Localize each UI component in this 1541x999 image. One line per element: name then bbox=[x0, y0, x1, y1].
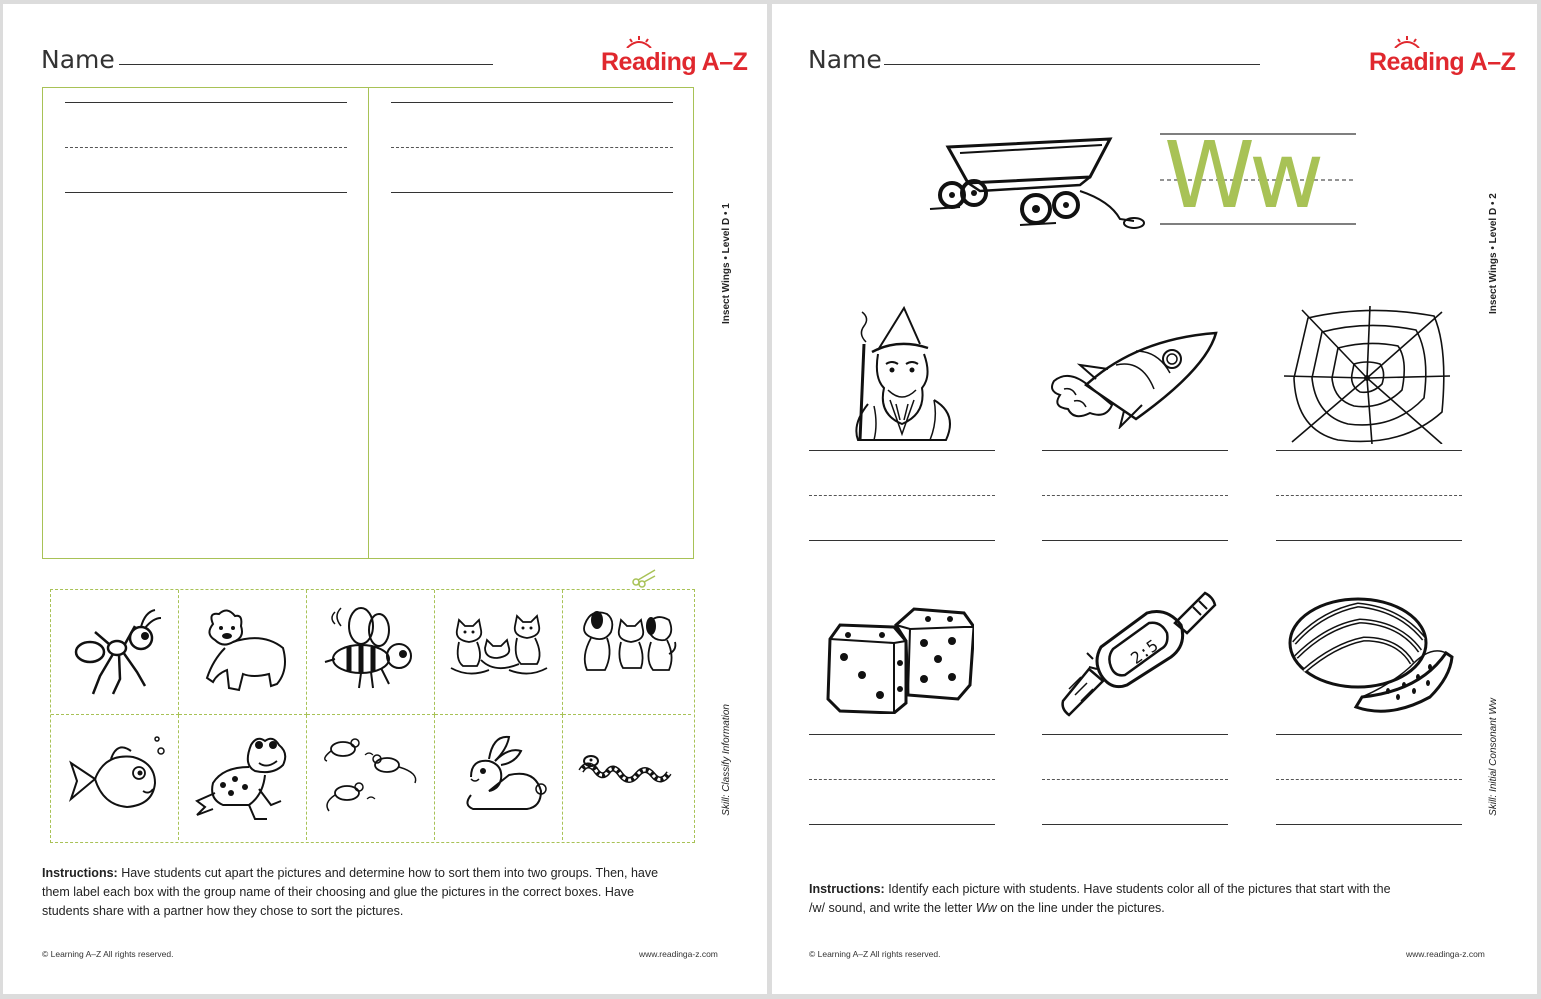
writing-line[interactable] bbox=[1276, 734, 1462, 735]
dice-picture[interactable] bbox=[824, 599, 974, 719]
cats-icon bbox=[449, 604, 549, 699]
instructions-text: Identify each picture with students. Have students color all of the pictures that start with the bbox=[888, 882, 1391, 896]
writing-line bbox=[1276, 540, 1462, 541]
dice-icon bbox=[824, 599, 974, 714]
bear-picture[interactable] bbox=[179, 590, 307, 715]
letter-writing-guide bbox=[1160, 122, 1360, 237]
svg-text:2:5: 2:5 bbox=[1127, 635, 1162, 668]
ant-picture[interactable] bbox=[51, 590, 179, 715]
instructions-letter: Ww bbox=[975, 901, 997, 915]
bee-picture[interactable] bbox=[307, 590, 435, 715]
writing-line bbox=[1276, 779, 1462, 780]
mice-icon bbox=[321, 729, 421, 824]
writing-line[interactable] bbox=[1276, 450, 1462, 451]
spiderweb-icon bbox=[1282, 304, 1452, 444]
label-line bbox=[391, 102, 673, 103]
mice-picture[interactable] bbox=[307, 715, 435, 840]
watermelon-picture[interactable] bbox=[1280, 587, 1460, 732]
name-line bbox=[119, 64, 493, 65]
sort-box bbox=[42, 87, 694, 559]
copyright: © Learning A–Z All rights reserved. bbox=[42, 949, 174, 959]
wizard-icon bbox=[838, 304, 968, 444]
wagon-picture bbox=[920, 129, 1150, 239]
writing-line bbox=[809, 779, 995, 780]
rabbit-icon bbox=[449, 729, 549, 824]
cats-picture[interactable] bbox=[435, 590, 563, 715]
label-line bbox=[65, 102, 347, 103]
snake-picture[interactable] bbox=[563, 715, 691, 840]
rabbit-picture[interactable] bbox=[435, 715, 563, 840]
writing-line[interactable] bbox=[1042, 450, 1228, 451]
skill-label: Skill: Classify Information bbox=[721, 704, 732, 816]
writing-line bbox=[1042, 779, 1228, 780]
writing-line bbox=[1042, 824, 1228, 825]
sort-box-divider bbox=[368, 88, 369, 558]
bear-icon bbox=[193, 604, 293, 699]
instructions-label: Instructions: bbox=[809, 882, 885, 896]
wizard-picture[interactable] bbox=[838, 304, 968, 449]
dogs-icon bbox=[577, 604, 677, 699]
wagon-icon bbox=[920, 129, 1150, 234]
label-line bbox=[65, 192, 347, 193]
worksheet-page-2 bbox=[772, 4, 1537, 994]
instructions-label: Instructions: bbox=[42, 866, 118, 880]
label-line bbox=[391, 192, 673, 193]
cut-out-pictures bbox=[50, 589, 695, 843]
watch-picture[interactable] bbox=[1057, 589, 1217, 724]
sun-rays-icon bbox=[619, 36, 659, 48]
worksheet-page-1 bbox=[3, 4, 767, 994]
label-line bbox=[65, 147, 347, 148]
letter-ww: Ww bbox=[1164, 122, 1319, 229]
name-label: Name bbox=[41, 45, 115, 74]
ant-icon bbox=[65, 604, 165, 699]
writing-line[interactable] bbox=[809, 450, 995, 451]
skill-label: Skill: Initial Consonant Ww bbox=[1488, 698, 1499, 816]
logo-text: Reading A–Z bbox=[601, 48, 748, 76]
label-line bbox=[391, 147, 673, 148]
bee-icon bbox=[321, 604, 421, 699]
writing-line bbox=[1276, 824, 1462, 825]
writing-line bbox=[1042, 540, 1228, 541]
frog-picture[interactable] bbox=[179, 715, 307, 840]
writing-line bbox=[809, 495, 995, 496]
watermelon-icon bbox=[1280, 587, 1460, 727]
instructions bbox=[42, 864, 682, 921]
instructions bbox=[809, 880, 1449, 918]
rocket-icon bbox=[1046, 329, 1226, 429]
watch-icon bbox=[1057, 589, 1217, 719]
copyright: © Learning A–Z All rights reserved. bbox=[809, 949, 941, 959]
rocket-picture[interactable] bbox=[1046, 329, 1226, 434]
book-level-label: Insect Wings • Level D • 1 bbox=[721, 203, 732, 324]
writing-line bbox=[1042, 495, 1228, 496]
website-link[interactable]: www.readinga-z.com bbox=[1406, 949, 1485, 959]
writing-line[interactable] bbox=[1042, 734, 1228, 735]
logo-text: Reading A–Z bbox=[1369, 48, 1516, 76]
reading-az-logo bbox=[1369, 40, 1516, 78]
name-line bbox=[884, 64, 1260, 65]
frog-icon bbox=[193, 729, 293, 824]
writing-line bbox=[1276, 495, 1462, 496]
writing-line bbox=[809, 824, 995, 825]
dogs-picture[interactable] bbox=[563, 590, 691, 715]
instructions-text: on the line under the pictures. bbox=[1000, 901, 1165, 915]
writing-line bbox=[809, 540, 995, 541]
instructions-text: Have students cut apart the pictures and determine how to sort them into two groups. Then, have them label each box with the group name of their choosing and glue the pictures in the correct boxes. Have students share with a partner how they chose to sort the pictures. bbox=[42, 866, 659, 918]
fish-picture[interactable] bbox=[51, 715, 179, 840]
sun-rays-icon bbox=[1387, 36, 1427, 48]
writing-line[interactable] bbox=[809, 734, 995, 735]
snake-icon bbox=[577, 729, 677, 824]
name-label: Name bbox=[808, 45, 882, 74]
fish-icon bbox=[65, 729, 165, 824]
spiderweb-picture[interactable] bbox=[1282, 304, 1452, 449]
website-link[interactable]: www.readinga-z.com bbox=[639, 949, 718, 959]
book-level-label: Insect Wings • Level D • 2 bbox=[1488, 193, 1499, 314]
instructions-text: /w/ sound, and write the letter bbox=[809, 901, 973, 915]
reading-az-logo bbox=[601, 40, 748, 78]
